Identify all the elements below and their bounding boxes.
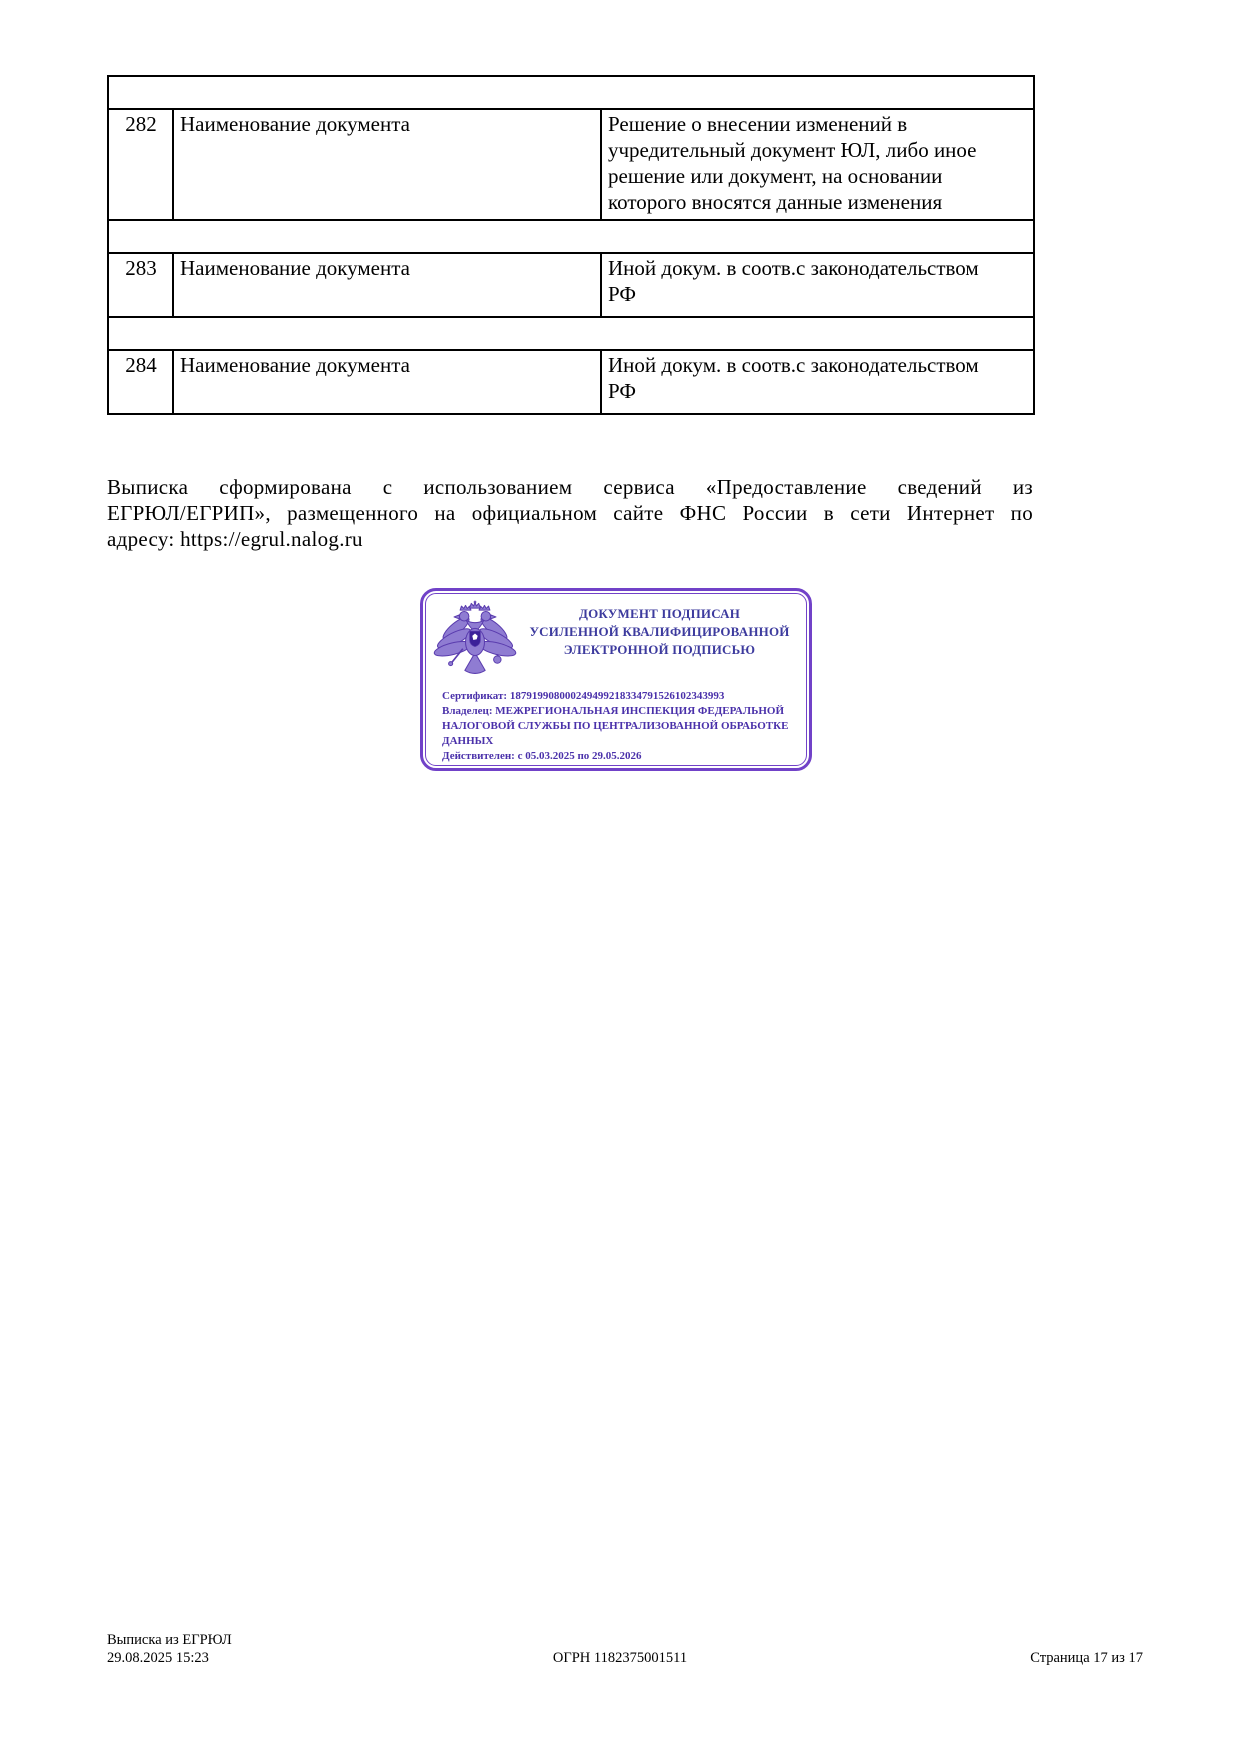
owner-label: Владелец:: [442, 705, 493, 717]
certificate-label: Сертификат:: [442, 690, 508, 702]
row-value-text: Решение о внесении изменений в учредительный документ ЮЛ, либо иное решение или документ, на основании которого вносятся данные изменения: [608, 112, 977, 214]
row-value: [601, 109, 1034, 220]
row-value: [601, 253, 1034, 317]
service-note: [107, 474, 1033, 552]
validity-value: с 05.03.2025 по 29.05.2026: [517, 750, 642, 762]
stamp-details: [442, 689, 795, 764]
validity-line: [442, 749, 795, 764]
table-spacer-row: [108, 317, 1034, 350]
footer-doc-type: Выписка из ЕГРЮЛ: [107, 1632, 232, 1648]
row-number: 283: [108, 253, 173, 317]
certificate-line: [442, 689, 795, 704]
table-spacer-row: [108, 76, 1034, 109]
table-spacer-row: [108, 220, 1034, 253]
footer-page-number: Страница 17 из 17: [1030, 1650, 1143, 1666]
table-row-284: [108, 350, 1034, 414]
owner-line: [442, 704, 795, 749]
document-table: [107, 75, 1035, 415]
row-label: Наименование документа: [173, 253, 601, 317]
footer-ogrn: ОГРН 1182375001511: [552, 1650, 688, 1666]
table-row-282: [108, 109, 1034, 220]
row-label: Наименование документа: [173, 350, 601, 414]
stamp-title-line: ДОКУМЕНТ ПОДПИСАН: [578, 606, 741, 621]
service-note-line: ЕГРЮЛ/ЕГРИП», размещенного на официальном сайте ФНС России в сети Интернет по: [107, 501, 1033, 525]
coat-of-arms-icon: [432, 600, 518, 688]
stamp-header: [423, 591, 809, 689]
digital-signature-stamp: [420, 588, 812, 771]
row-number: 282: [108, 109, 173, 220]
table-row-283: [108, 253, 1034, 317]
footer-datetime: 29.08.2025 15:23: [107, 1650, 209, 1666]
stamp-title: [518, 591, 809, 689]
service-note-line: Выписка сформирована с использованием сервиса «Предоставление сведений из: [107, 475, 1033, 499]
row-value-text: Иной докум. в соотв.с законодательством РФ: [608, 353, 979, 403]
owner-value: МЕЖРЕГИОНАЛЬНАЯ ИНСПЕКЦИЯ ФЕДЕРАЛЬНОЙ НАЛОГОВОЙ СЛУЖБЫ ПО ЦЕНТРАЛИЗОВАННОЙ ОБРАБОТКЕ ДАННЫХ: [442, 705, 789, 747]
stamp-title-line: УСИЛЕННОЙ КВАЛИФИЦИРОВАННОЙ: [529, 624, 790, 639]
row-number: 284: [108, 350, 173, 414]
service-note-line: адресу: https://egrul.nalog.ru: [107, 527, 363, 551]
row-value: [601, 350, 1034, 414]
validity-label: Действителен:: [442, 750, 515, 762]
row-label: Наименование документа: [173, 109, 601, 220]
row-value-text: Иной докум. в соотв.с законодательством РФ: [608, 256, 979, 306]
certificate-value: 187919908000249499218334791526102343993: [509, 690, 725, 702]
stamp-title-line: ЭЛЕКТРОННОЙ ПОДПИСЬЮ: [563, 642, 756, 657]
